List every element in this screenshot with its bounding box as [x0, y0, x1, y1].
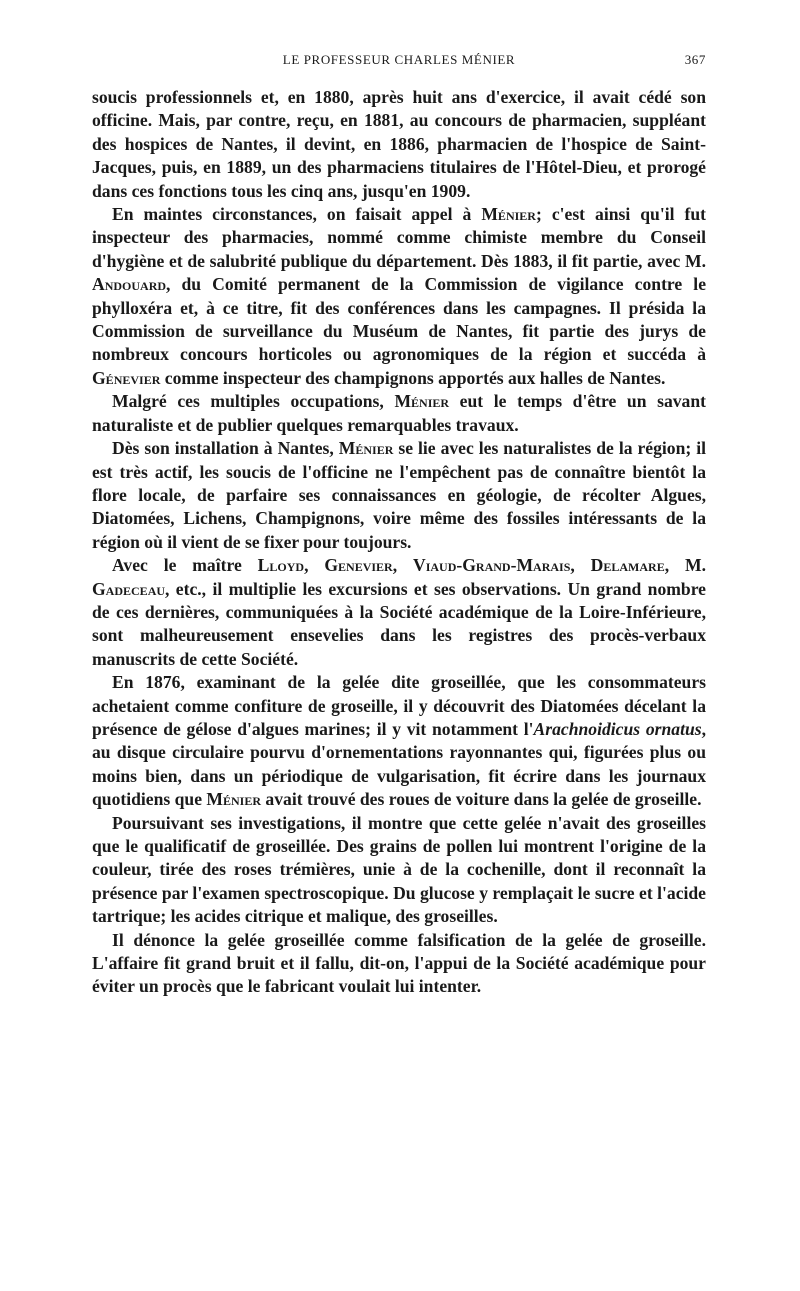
text-run: se lie avec les naturalistes de la région; il est très actif, les soucis de l'officine ne l'empêchent pas de connaître bientôt la flore locale, de parfaire ses connaissances en géologie, de récolter Algues, Diatomées, Lichens, Champignons, voire même des fossiles intéressants de la région où il vient de se fixer pour toujours.	[92, 438, 706, 552]
text-run: ,	[304, 555, 325, 576]
text-run: Il dénonce la gelée groseillée comme falsification de la gelée de groseille. L'affaire fit grand bruit et il fallu, dit-on, l'appui de la Société académique pour éviter un procès que le fabricant voulait lui intenter.	[92, 929, 706, 997]
body-text	[92, 86, 706, 999]
paragraph	[92, 437, 706, 554]
text-run: eut le temps d'être un savant naturaliste et de publier quelques remarquables travaux.	[92, 391, 706, 435]
text-run: Malgré ces multiples occupations,	[112, 391, 395, 412]
person-name: Génevier	[92, 367, 161, 388]
page-number: 367	[684, 52, 706, 67]
person-name: Gadeceau	[92, 578, 166, 599]
person-name: Andouard	[92, 274, 167, 295]
paragraph	[92, 554, 706, 671]
text-run: En 1876, examinant de la gelée dite groseillée, que les consommateurs achetaient comme confiture de groseille, il y découvrit des Diatomées décelant la présence de gélose d'algues marines; il y vit notamment l'	[92, 672, 706, 739]
text-run: , au disque circulaire pourvu d'ornementations rayonnantes qui, figurées plus ou moins bien, dans un périodique de vulgarisation, fit écrire dans les journaux quotidiens que	[92, 718, 706, 810]
text-run: En maintes circonstances, on faisait appel à	[112, 204, 482, 225]
person-name: Ménier	[338, 438, 394, 459]
paragraph	[92, 203, 706, 390]
text-run: , du Comité permanent de la Commission de vigilance contre le phylloxéra et, à ce titre, fit des conférences dans les campagnes. Il présida la Commission de surveillance du Muséum de Nantes, fit partie des jurys de nombreux concours horticoles ou agronomiques de la région et succéda à	[92, 274, 706, 365]
paragraph	[92, 390, 706, 437]
text-run: ,	[392, 555, 413, 576]
text-run: comme inspecteur des champignons apportés aux halles de Nantes.	[160, 367, 666, 388]
text-run: Avec le maître	[112, 555, 258, 576]
text-run: avait trouvé des roues de voiture dans la gelée de groseille.	[261, 789, 702, 810]
text-run: Poursuivant ses investigations, il montre que cette gelée n'avait des groseilles que le qualificatif de groseillée. Des grains de pollen lui montrent l'origine de la couleur, tirée des roses trémières, unie à de la cochenille, dont il reconnaît la présence par l'examen spectroscopique. Du glucose y remplaçait le sucre et l'acide tartrique; les acides citrique et malique, des groseilles.	[92, 812, 706, 927]
person-name: Ménier	[394, 391, 450, 412]
text-run: ; c'est ainsi qu'il fut inspecteur des pharmacies, nommé comme chimiste membre du Conseil d'hygiène et de salubrité publique du département. Dès 1883, il fit partie, avec M.	[92, 204, 706, 271]
running-head	[92, 52, 706, 76]
paragraph	[92, 929, 706, 999]
text-run: , etc., il multiplie les excursions et ses observations. Un grand nombre de ces dernières, communiquées à la Société académique de la Loire-Inférieure, sont malheureusement ensevelies dans les registres des procès-verbaux manuscrits de cette Société.	[92, 578, 706, 669]
text-run: Dès son installation à Nantes,	[112, 438, 339, 459]
person-name: Lloyd	[257, 555, 305, 576]
person-name: Delamare	[590, 555, 665, 576]
text-run: soucis professionnels et, en 1880, après huit ans d'exercice, il avait cédé son officine. Mais, par contre, reçu, en 1881, au concours de pharmacien, suppléant des hospices de Nantes, il devint, en 1886, pharmacien de l'hospice de Saint-Jacques, puis, en 1889, un des pharmaciens titulaires de l'Hôtel-Dieu, et prorogé dans ces fonctions tous les cinq ans, jusqu'en 1909.	[92, 87, 706, 201]
person-name: Viaud-Grand-Marais	[413, 555, 571, 576]
person-name: Ménier	[481, 204, 536, 225]
person-name: Genevier	[324, 555, 393, 576]
paragraph	[92, 86, 706, 203]
text-run: , M.	[664, 555, 706, 576]
running-title: LE PROFESSEUR CHARLES MÉNIER	[282, 52, 516, 67]
paragraph	[92, 812, 706, 929]
paragraph	[92, 671, 706, 811]
text-run: ,	[570, 555, 591, 576]
book-page	[92, 52, 706, 999]
person-name: Ménier	[206, 789, 262, 810]
taxon-name: Arachnoidicus ornatus	[533, 718, 702, 739]
